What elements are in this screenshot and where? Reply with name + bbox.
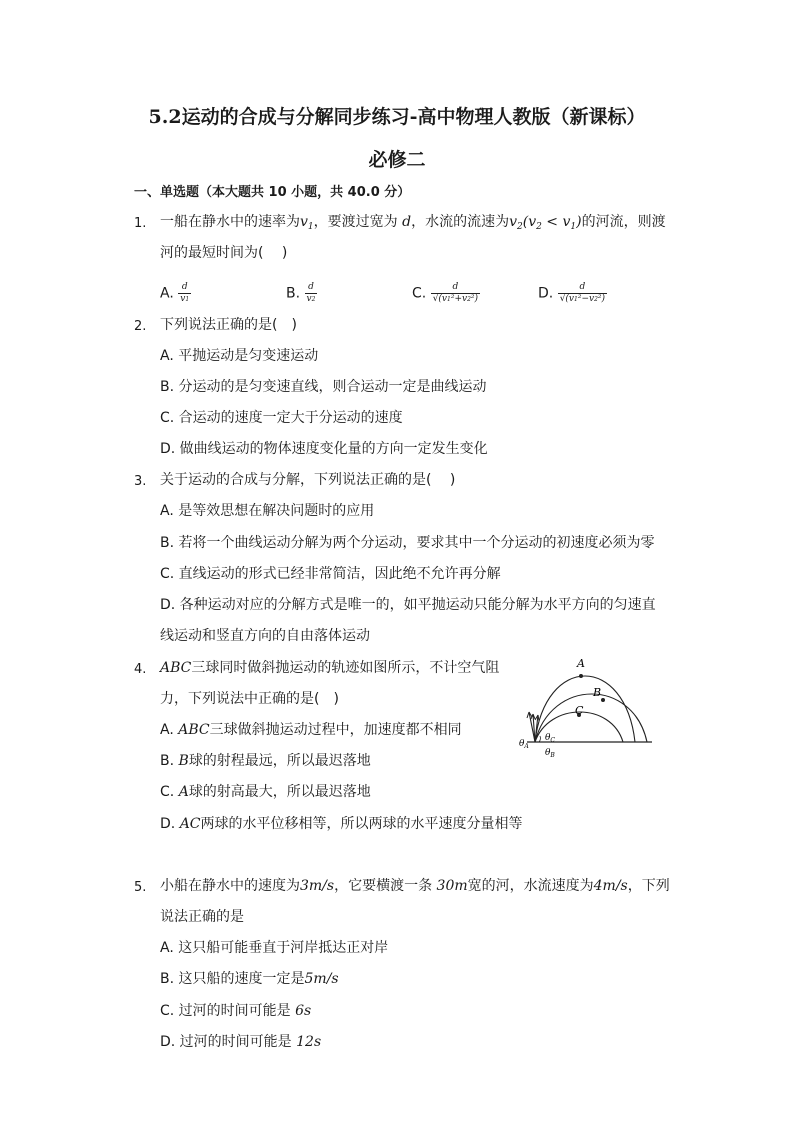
label-a: A — [577, 657, 585, 670]
q3-option-d: D. 各种运动对应的分解方式是唯一的，如平抛运动只能分解为水平方向的匀速直 — [160, 597, 656, 613]
q1-option-b: B. $\frac{d}{v2}$ — [286, 282, 316, 304]
q4-option-d: D. AC两球的水平位移相等，所以两球的水平速度分量相等 — [160, 816, 523, 832]
theta-b: $\theta_B$ — [545, 748, 555, 759]
peak-a — [579, 674, 583, 678]
q1-condition: $v_2(v_2 < v_1)$ — [509, 214, 582, 232]
q2-option-c: C. 合运动的速度一定大于分运动的速度 — [160, 410, 403, 426]
label-b: B — [593, 686, 602, 699]
label-c: C — [575, 704, 584, 717]
q1-number: 1. — [134, 216, 147, 231]
theta-a: $\theta_A$ — [519, 739, 529, 750]
q2-option-b: B. 分运动的是匀变速直线，则合运动一定是曲线运动 — [160, 379, 487, 395]
q5-number: 5. — [134, 880, 147, 895]
q1-text-a: 一船在静水中的速率为 — [160, 214, 300, 230]
q2-option-d: D. 做曲线运动的物体速度变化量的方向一定发生变化 — [160, 441, 488, 457]
q5-stem-line-2: 说法正确的是 — [160, 909, 244, 925]
section-heading: 一、单选题（本大题共 10 小题，共 40.0 分） — [134, 185, 411, 200]
q4-stem-line-1: ABC三球同时做斜抛运动的轨迹如图所示，不计空气阻 — [160, 660, 500, 676]
q5-option-a: A. 这只船可能垂直于河岸抵达正对岸 — [160, 940, 389, 956]
q1-text-b: ，要渡过宽为 — [313, 214, 398, 230]
q1-option-d: D. $\frac{d}{\text{√(v1²−v2²)}}$ — [538, 282, 606, 304]
theta-c: $\theta_C$ — [545, 733, 556, 744]
q2-number: 2. — [134, 319, 147, 334]
peak-b — [601, 698, 605, 702]
q4-option-a: A. ABC三球做斜抛运动过程中，加速度都不相同 — [160, 722, 462, 738]
q4-stem-line-2: 力，下列说法中正确的是( ) — [160, 691, 339, 707]
q4-option-b: B. B球的射程最远，所以最迟落地 — [160, 753, 371, 769]
q3-option-a: A. 是等效思想在解决问题时的应用 — [160, 503, 375, 519]
q1-v1: $v_1$ — [300, 214, 314, 232]
q3-option-b: B. 若将一个曲线运动分解为两个分运动，要求其中一个分运动的初速度必须为零 — [160, 535, 655, 551]
title-line-2: 必修二 — [368, 149, 426, 171]
q4-number: 4. — [134, 662, 147, 677]
q1-frac-d: $\frac{d}{\text{√(v1²−v2²)}}$ — [559, 282, 606, 304]
projectile-trajectory-figure — [515, 654, 655, 760]
q5-option-d: D. 过河的时间可能是 12s — [160, 1034, 322, 1050]
q2-stem: 下列说法正确的是( ) — [160, 317, 297, 333]
q1-option-c: C. $\frac{d}{\text{√(v1²+v2²)}}$ — [412, 282, 479, 304]
q3-option-c: C. 直线运动的形式已经非常简洁，因此绝不允许再分解 — [160, 566, 501, 582]
q1-frac-c: $\frac{d}{\text{√(v1²+v2²)}}$ — [432, 282, 479, 304]
q2-option-a: A. 平抛运动是匀变速运动 — [160, 348, 319, 364]
q3-option-d-continued: 线运动和竖直方向的自由落体运动 — [160, 628, 370, 644]
q1-frac-a: $\frac{d}{v1}$ — [180, 282, 190, 304]
q1-text-d: 的河流，则渡 — [581, 214, 666, 230]
angle-arc — [539, 736, 540, 742]
q5-option-c: C. 过河的时间可能是 6s — [160, 1003, 312, 1019]
q4-option-c: C. A球的射高最大，所以最迟落地 — [160, 784, 371, 800]
q5-stem-line-1: 小船在静水中的速度为3m/s，它要横渡一条 30m宽的河，水流速度为4m/s，下列 — [160, 878, 670, 894]
q1-stem-line-2: 河的最短时间为( ) — [160, 245, 288, 261]
q1-option-a: A. $\frac{d}{v1}$ — [160, 282, 190, 304]
q1-stem-line-1 — [160, 212, 666, 237]
q1-d: d — [402, 214, 412, 230]
title-line-1: 5.2运动的合成与分解同步练习-高中物理人教版（新课标） — [148, 106, 646, 128]
q3-number: 3. — [134, 474, 147, 489]
q1-frac-b: $\frac{d}{v2}$ — [306, 282, 316, 304]
q5-option-b: B. 这只船的速度一定是5m/s — [160, 971, 339, 987]
q3-stem: 关于运动的合成与分解，下列说法正确的是( ) — [160, 472, 456, 488]
q1-text-c: ，水流的流速为 — [411, 214, 510, 230]
